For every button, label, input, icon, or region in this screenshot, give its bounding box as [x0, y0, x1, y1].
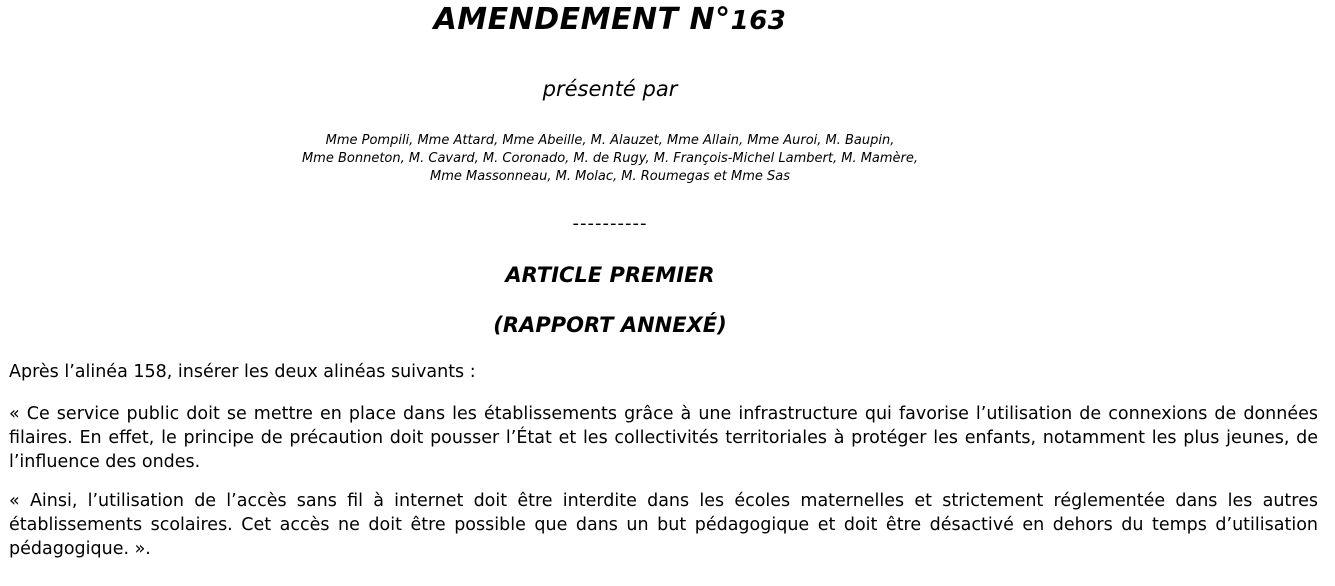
amendment-title [0, 2, 1220, 39]
separator: ---------- [572, 213, 648, 234]
authors-line: Mme Massonneau, M. Molac, M. Roumegas et Mme Sas [429, 169, 790, 184]
authors-list [0, 132, 1220, 186]
instruction-paragraph: Après l’alinéa 158, insérer les deux alinéas suivants : [9, 362, 476, 382]
inserted-paragraph-1: « Ce service public doit se mettre en place dans les établissements grâce à une infrastructure qui favorise l’utilisation de connexions de données filaires. En effet, le principe de précaution doit pousser l’État et les collectivités territoriales à protéger les enfants, notamment les plus jeunes, de l’influence des ondes. [9, 404, 1318, 472]
authors-line: Mme Pompili, Mme Attard, Mme Abeille, M. Alauzet, Mme Allain, Mme Auroi, M. Baupin, [325, 133, 895, 148]
authors-line: Mme Bonneton, M. Cavard, M. Coronado, M. de Rugy, M. François-Michel Lambert, M. Mamère, [301, 151, 919, 166]
article-subtitle: (RAPPORT ANNEXÉ) [493, 313, 727, 337]
article-title: ARTICLE PREMIER [505, 263, 715, 287]
amendment-title-text: AMENDEMENT N° [433, 2, 731, 37]
amendment-number: 163 [730, 6, 787, 36]
presented-by: présenté par [542, 77, 678, 101]
inserted-paragraph-2: « Ainsi, l’utilisation de l’accès sans fil à internet doit être interdite dans les écoles maternelles et strictement réglementée dans les autres établissements scolaires. Cet accès ne doit être possible que dans un but pédagogique et doit être désactivé en dehors du temps d’utilisation pédagogique. ». [9, 491, 1318, 559]
